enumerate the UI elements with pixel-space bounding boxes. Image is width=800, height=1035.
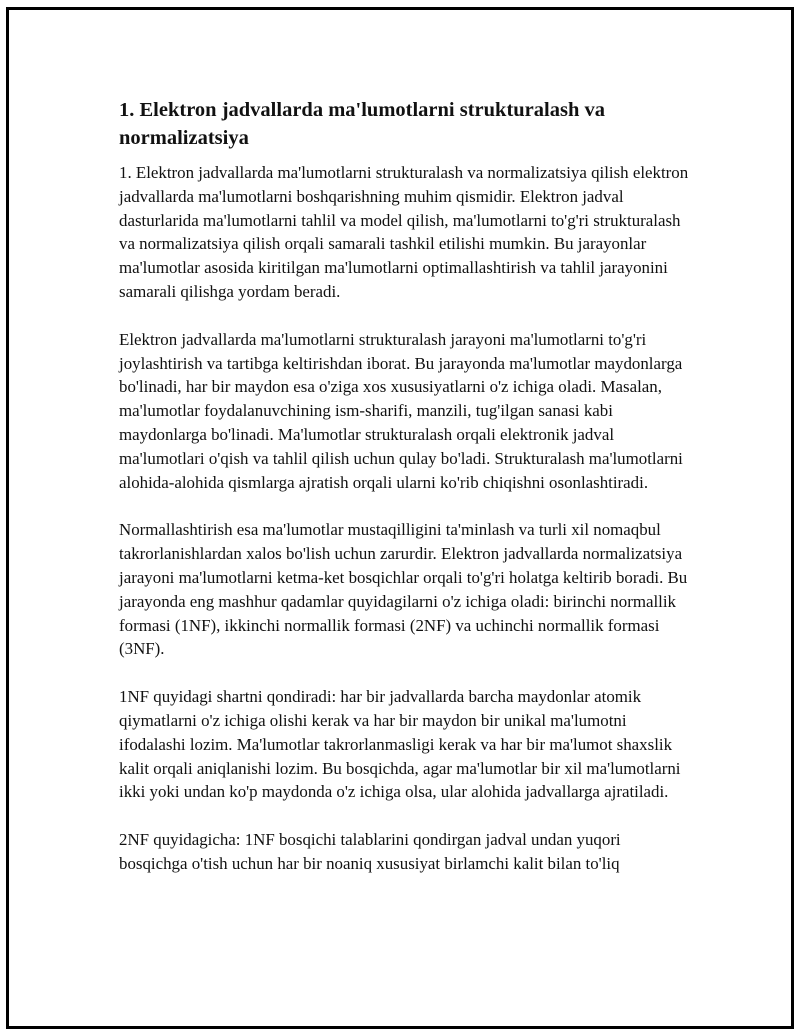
paragraph: 1NF quyidagi shartni qondiradi: har bir jadvallarda barcha maydonlar atomik qiymatlarni o'z ichiga olishi kerak va har bir maydon bir unikal ma'lumotni ifodalashi lozim. Ma'lumotlar takrorlanmasligi kerak va har bir ma'lumot shaxslik kalit orqali aniqlanishi lozim. Bu bosqichda, agar ma'lumotlar bir xil ma'lumotlarni ikki yoki undan ko'p maydonda o'z ichiga olsa, ular alohida jadvallarga ajratiladi. xyxy=(119,687,681,802)
document-body xyxy=(119,96,689,900)
paragraph: 2NF quyidagicha: 1NF bosqichi talablarini qondirgan jadval undan yuqori bosqichga o'tish uchun har bir noaniq xususiyat birlamchi kalit bilan to'liq xyxy=(119,830,621,873)
paragraph: Normallashtirish esa ma'lumotlar mustaqilligini ta'minlash va turli xil nomaqbul takrorlanishlardan xalos bo'lish uchun zarurdir. Elektron jadvallarda normalizatsiya jarayoni ma'lumotlarni ketma-ket bosqichlar orqali to'g'ri holatga keltirib boradi. Bu jarayonda eng mashhur qadamlar quyidagilarni o'z ichiga oladi: birinchi normallik formasi (1NF), ikkinchi normallik formasi (2NF) va uchinchi normallik formasi (3NF). xyxy=(119,520,688,659)
document-page xyxy=(6,7,794,1029)
paragraph: Elektron jadvallarda ma'lumotlarni strukturalash jarayoni ma'lumotlarni to'g'ri joylashtirish va tartibga keltirishdan iborat. Bu jarayonda ma'lumotlar maydonlarga bo'linadi, har bir maydon esa o'ziga xos xususiyatlarni o'z ichiga oladi. Masalan, ma'lumotlar foydalanuvchining ism-sharifi, manzili, tug'ilgan sanasi kabi maydonlarga bo'linadi. Ma'lumotlar strukturalash orqali elektronik jadval ma'lumotlari o'qish va tahlil qilish uchun qulay bo'ladi. Strukturalash ma'lumotlarni alohida-alohida qismlarga ajratish orqali ularni ko'rib chiqishni osonlashtiradi. xyxy=(119,329,683,492)
document-title: 1. Elektron jadvallarda ma'lumotlarni strukturalash va normalizatsiya xyxy=(119,99,605,149)
paragraph: 1. Elektron jadvallarda ma'lumotlarni strukturalash va normalizatsiya qilish elektron jadvallarda ma'lumotlarni boshqarishning muhim qismidir. Elektron jadval dasturlarida ma'lumotlarni tahlil va model qilish, ma'lumotlarni to'g'ri strukturalash va normalizatsiya qilish orqali samarali tashkil etilishi mumkin. Bu jarayonlar ma'lumotlar asosida kiritilgan ma'lumotlarni optimallashtirish va tahlil jarayonini samarali qilishga yordam beradi. xyxy=(119,163,689,301)
